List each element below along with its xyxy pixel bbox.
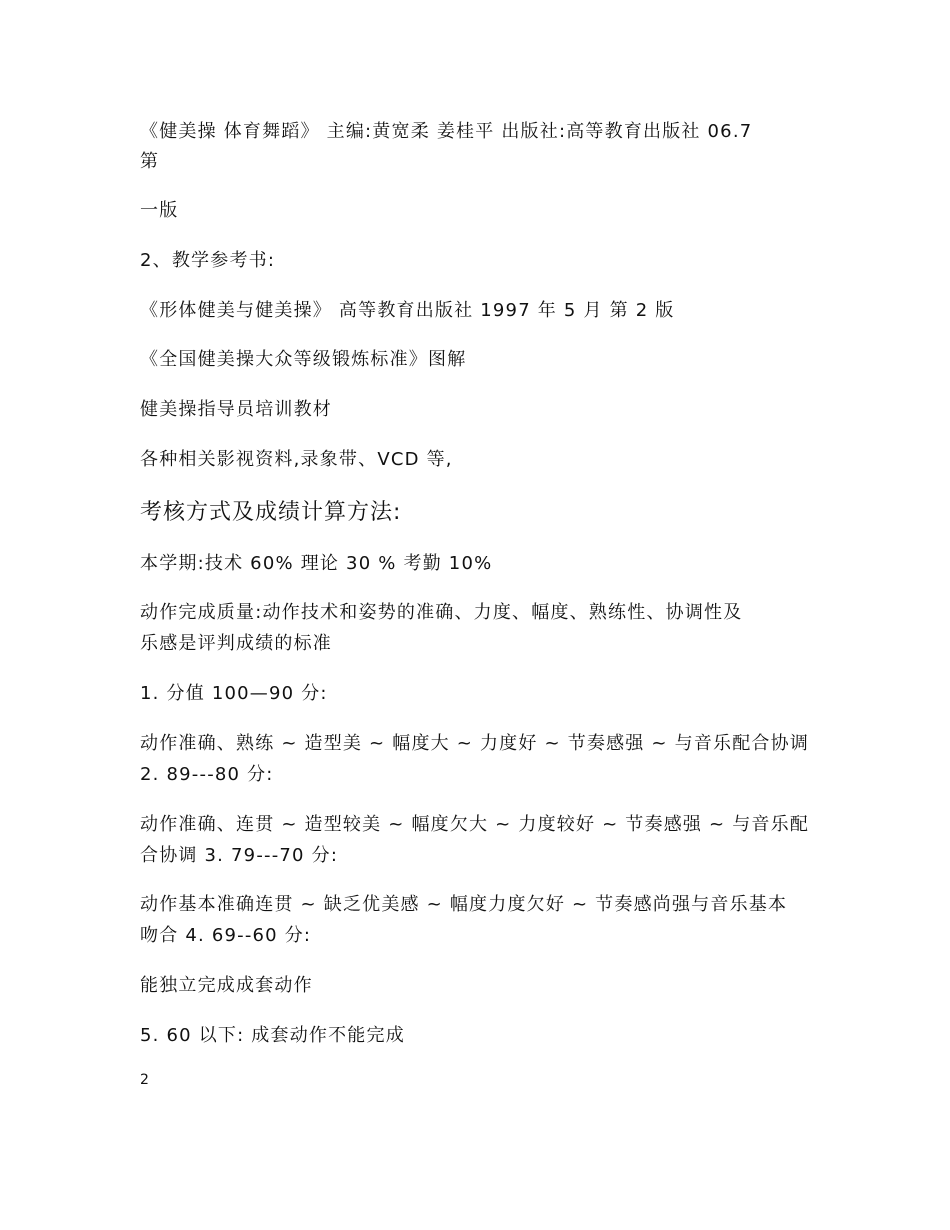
page-number: 2 xyxy=(140,1072,149,1088)
quality-criteria-line-2: 乐感是评判成绩的标准 xyxy=(140,633,332,654)
grade-1-title: 1. 分值 100—90 分: xyxy=(140,683,328,704)
grade-2-title: 2. 89---80 分: xyxy=(140,764,274,785)
grade-2-description-line-1: 动作准确、连贯 ~ 造型较美 ~ 幅度欠大 ~ 力度较好 ~ 节奏感强 ~ 与音乐配 xyxy=(140,814,810,835)
edition-line: 一版 xyxy=(140,200,179,221)
quality-criteria-line-1: 动作完成质量:动作技术和姿势的准确、力度、幅度、熟练性、协调性及 xyxy=(140,602,743,623)
reference-item-1: 《形体健美与健美操》 高等教育出版社 1997 年 5 月 第 2 版 xyxy=(140,300,675,321)
reference-books-heading: 2、教学参考书: xyxy=(140,250,276,271)
reference-item-2: 《全国健美操大众等级锻炼标准》图解 xyxy=(140,349,467,370)
grade-2-description-line-2: 合协调 3. 79---70 分: xyxy=(140,845,339,866)
grade-3-description-line-2: 吻合 4. 69--60 分: xyxy=(140,925,312,946)
grade-4-description: 能独立完成成套动作 xyxy=(140,975,313,996)
grade-3-description-line-1: 动作基本准确连贯 ~ 缺乏优美感 ~ 幅度力度欠好 ~ 节奏感尚强与音乐基本 xyxy=(140,894,788,915)
textbook-line: 《健美操 体育舞蹈》 主编:黄宽柔 姜桂平 出版社:高等教育出版社 06.7 xyxy=(140,121,753,142)
reference-item-3: 健美操指导员培训教材 xyxy=(140,399,332,420)
grade-5-line: 5. 60 以下: 成套动作不能完成 xyxy=(140,1025,405,1046)
reference-item-4: 各种相关影视资料,录象带、VCD 等, xyxy=(140,449,453,470)
textbook-line-continued: 第 xyxy=(140,151,160,172)
grade-1-description: 动作准确、熟练 ~ 造型美 ~ 幅度大 ~ 力度好 ~ 节奏感强 ~ 与音乐配合协调 xyxy=(140,733,810,754)
semester-weights: 本学期:技术 60% 理论 30 % 考勤 10% xyxy=(140,553,493,574)
assessment-heading: 考核方式及成绩计算方法: xyxy=(140,500,402,525)
